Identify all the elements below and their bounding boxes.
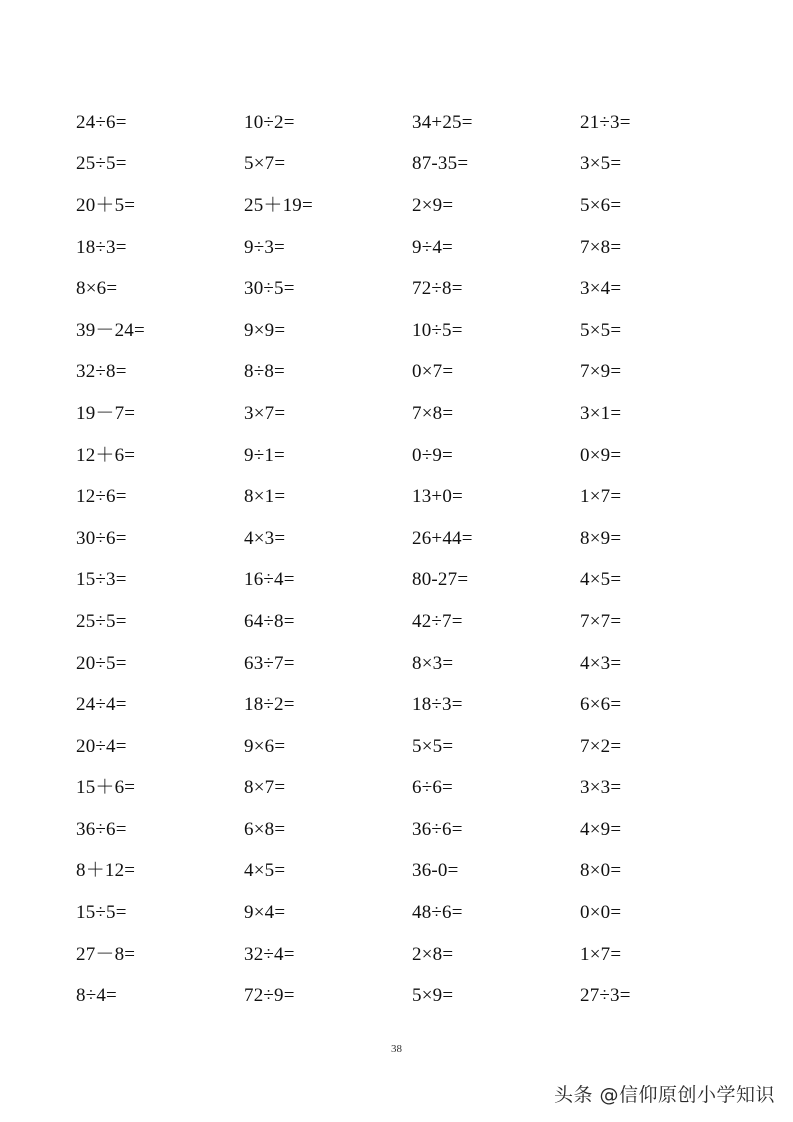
problem-row <box>76 726 756 768</box>
arithmetic-problem: 2×8= <box>412 943 454 965</box>
arithmetic-problem: 18÷2= <box>244 694 295 716</box>
problem-row <box>76 560 756 602</box>
problem-grid <box>76 102 756 1017</box>
problem-row <box>76 144 756 186</box>
problem-row <box>76 268 756 310</box>
arithmetic-problem: 0÷9= <box>412 444 453 466</box>
arithmetic-problem: 8×1= <box>244 486 286 508</box>
arithmetic-problem: 20＋5= <box>76 194 136 216</box>
arithmetic-problem: 0×7= <box>412 361 454 383</box>
arithmetic-problem: 7×9= <box>580 361 622 383</box>
arithmetic-problem: 25÷5= <box>76 610 127 632</box>
arithmetic-problem: 1×7= <box>580 943 622 965</box>
arithmetic-problem: 4×3= <box>244 527 286 549</box>
arithmetic-problem: 3×4= <box>580 278 622 300</box>
page-number: 38 <box>391 1043 402 1055</box>
arithmetic-problem: 4×5= <box>244 860 286 882</box>
problem-row <box>76 435 756 477</box>
problem-row <box>76 476 756 518</box>
arithmetic-problem: 5×7= <box>244 153 286 175</box>
arithmetic-problem: 16÷4= <box>244 569 295 591</box>
problem-row <box>76 601 756 643</box>
arithmetic-problem: 5×6= <box>580 194 622 216</box>
arithmetic-problem: 27÷3= <box>580 985 631 1007</box>
arithmetic-problem: 8÷4= <box>76 985 117 1007</box>
arithmetic-problem: 36÷6= <box>412 818 463 840</box>
arithmetic-problem: 10÷2= <box>244 111 295 133</box>
arithmetic-problem: 19－7= <box>76 402 136 424</box>
arithmetic-problem: 39－24= <box>76 319 145 341</box>
arithmetic-problem: 9×9= <box>244 319 286 341</box>
arithmetic-problem: 9÷1= <box>244 444 285 466</box>
arithmetic-problem: 3×3= <box>580 777 622 799</box>
arithmetic-problem: 21÷3= <box>580 111 631 133</box>
problem-row <box>76 102 756 144</box>
arithmetic-problem: 2×9= <box>412 194 454 216</box>
arithmetic-problem: 5×9= <box>412 985 454 1007</box>
problem-row <box>76 227 756 269</box>
problem-row <box>76 975 756 1017</box>
arithmetic-problem: 6÷6= <box>412 777 453 799</box>
problem-row <box>76 684 756 726</box>
problem-row <box>76 934 756 976</box>
arithmetic-problem: 18÷3= <box>412 694 463 716</box>
arithmetic-problem: 10÷5= <box>412 319 463 341</box>
arithmetic-problem: 4×3= <box>580 652 622 674</box>
arithmetic-problem: 3×7= <box>244 402 286 424</box>
arithmetic-problem: 34+25= <box>412 111 473 133</box>
arithmetic-problem: 1×7= <box>580 486 622 508</box>
problem-row <box>76 310 756 352</box>
arithmetic-problem: 24÷4= <box>76 694 127 716</box>
arithmetic-problem: 9×6= <box>244 735 286 757</box>
problem-row <box>76 352 756 394</box>
arithmetic-problem: 7×2= <box>580 735 622 757</box>
arithmetic-problem: 63÷7= <box>244 652 295 674</box>
arithmetic-problem: 6×8= <box>244 818 286 840</box>
arithmetic-problem: 12÷6= <box>76 486 127 508</box>
problem-row <box>76 643 756 685</box>
arithmetic-problem: 72÷8= <box>412 278 463 300</box>
arithmetic-problem: 64÷8= <box>244 610 295 632</box>
arithmetic-problem: 30÷6= <box>76 527 127 549</box>
problem-row <box>76 393 756 435</box>
arithmetic-problem: 0×9= <box>580 444 622 466</box>
arithmetic-problem: 9÷3= <box>244 236 285 258</box>
arithmetic-problem: 15÷5= <box>76 902 127 924</box>
arithmetic-problem: 5×5= <box>580 319 622 341</box>
arithmetic-problem: 20÷5= <box>76 652 127 674</box>
problem-row <box>76 768 756 810</box>
problem-row <box>76 851 756 893</box>
arithmetic-problem: 7×8= <box>580 236 622 258</box>
arithmetic-problem: 25＋19= <box>244 194 313 216</box>
arithmetic-problem: 13+0= <box>412 486 463 508</box>
arithmetic-problem: 8×6= <box>76 278 118 300</box>
watermark: 头条 @信仰原创小学知识 <box>553 1084 775 1106</box>
arithmetic-problem: 24÷6= <box>76 111 127 133</box>
arithmetic-problem: 9÷4= <box>412 236 453 258</box>
arithmetic-problem: 25÷5= <box>76 153 127 175</box>
arithmetic-problem: 18÷3= <box>76 236 127 258</box>
arithmetic-problem: 5×5= <box>412 735 454 757</box>
arithmetic-problem: 7×8= <box>412 402 454 424</box>
arithmetic-problem: 8＋12= <box>76 860 136 882</box>
arithmetic-problem: 42÷7= <box>412 610 463 632</box>
arithmetic-problem: 0×0= <box>580 902 622 924</box>
arithmetic-problem: 8×7= <box>244 777 286 799</box>
arithmetic-problem: 9×4= <box>244 902 286 924</box>
arithmetic-problem: 26+44= <box>412 527 473 549</box>
problem-row <box>76 892 756 934</box>
arithmetic-problem: 87-35= <box>412 153 469 175</box>
arithmetic-problem: 3×1= <box>580 402 622 424</box>
arithmetic-problem: 8×3= <box>412 652 454 674</box>
arithmetic-problem: 15＋6= <box>76 777 136 799</box>
arithmetic-problem: 12＋6= <box>76 444 136 466</box>
arithmetic-problem: 20÷4= <box>76 735 127 757</box>
arithmetic-problem: 8×0= <box>580 860 622 882</box>
arithmetic-problem: 8÷8= <box>244 361 285 383</box>
arithmetic-problem: 15÷3= <box>76 569 127 591</box>
arithmetic-problem: 32÷4= <box>244 943 295 965</box>
arithmetic-problem: 4×5= <box>580 569 622 591</box>
arithmetic-problem: 32÷8= <box>76 361 127 383</box>
problem-row <box>76 809 756 851</box>
arithmetic-problem: 7×7= <box>580 610 622 632</box>
arithmetic-problem: 30÷5= <box>244 278 295 300</box>
arithmetic-problem: 36-0= <box>412 860 459 882</box>
arithmetic-problem: 3×5= <box>580 153 622 175</box>
arithmetic-problem: 48÷6= <box>412 902 463 924</box>
arithmetic-problem: 36÷6= <box>76 818 127 840</box>
arithmetic-problem: 72÷9= <box>244 985 295 1007</box>
arithmetic-problem: 80-27= <box>412 569 469 591</box>
arithmetic-problem: 27－8= <box>76 943 136 965</box>
problem-row <box>76 185 756 227</box>
arithmetic-problem: 6×6= <box>580 694 622 716</box>
arithmetic-problem: 4×9= <box>580 818 622 840</box>
problem-row <box>76 518 756 560</box>
arithmetic-problem: 8×9= <box>580 527 622 549</box>
